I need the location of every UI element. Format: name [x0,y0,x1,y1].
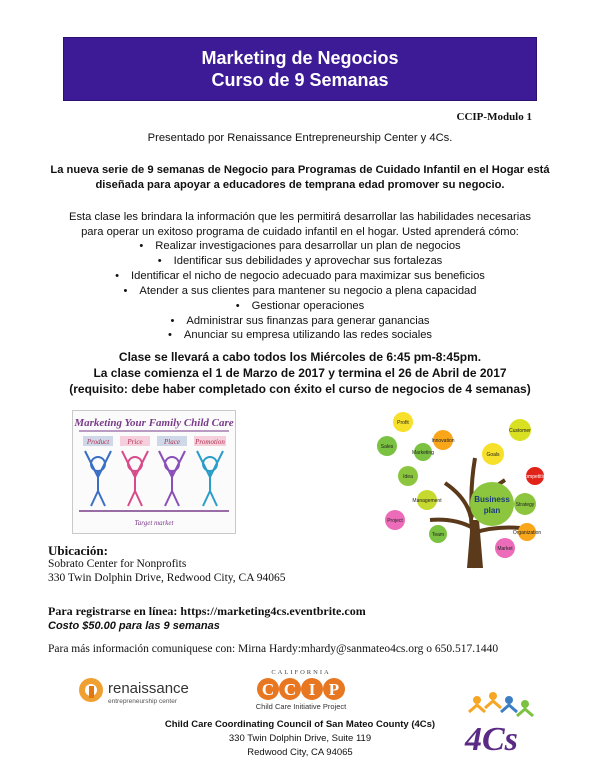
ccip-logo [238,667,364,712]
marketing-illustration [73,411,235,533]
schedule-line1: Clase se llevará a cabo todos los Miércoles de 6:45 pm-8:45pm. [118,350,482,364]
list-item: • Identificar el nicho de negocio adecuado para maximizar sus beneficios [0,269,600,284]
location-name: Sobrato Center for Nonprofits [48,558,187,570]
list-item: • Gestionar operaciones [0,299,600,314]
list-item: • Identificar sus debilidades y aprovechar sus fortalezas [0,254,600,269]
leaf-organization: Organization [512,530,542,536]
tag-place: Place [164,438,180,446]
renaissance-logo [78,672,218,712]
leaf-competition: Competition [521,474,549,480]
intro-bold-line2: diseñada para apoyar a educadores de temprana edad promover su negocio. [95,179,505,191]
list-item: • Anunciar su empresa utilizando las redes sociales [0,328,600,343]
intro-line1: Esta clase les brindara la información que les permitirá desarrollar las habilidades necesarias [68,211,532,223]
title-banner [63,37,537,101]
business-plan-label-2: plan [483,506,501,515]
ccip-logo-icon [238,667,364,712]
leaf-management: Management [412,498,442,504]
location-address: 330 Twin Dolphin Drive, Redwood City, CA 94065 [48,572,286,584]
fourcs-wordmark: 4Cs [465,721,518,758]
tag-product: Product [86,438,110,446]
schedule-line3: (requisito: debe haber completado con éxito el curso de negocios de 4 semanas) [69,382,531,396]
banner-title-line2: Curso de 9 Semanas [211,70,389,90]
presented-by: Presentado por Renaissance Entrepreneurship Center y 4Cs. [147,132,453,144]
renaissance-sub: entrepreneurship center [108,698,178,705]
ccip-letter: C [283,680,297,699]
footer-address: 330 Twin Dolphin Drive, Suite 119 [228,733,372,744]
business-plan-tree-image [375,408,549,568]
target-market-label: Target market [134,519,174,527]
footer-city: Redwood City, CA 94065 [247,747,353,758]
register-text: Para registrarse en línea: https://marketing4cs.eventbrite.com [48,604,366,618]
contact-info: Para más información comuniquese con: Mirna Hardy:mhardy@sanmateo4cs.org o 650.517.1440 [48,643,499,655]
list-item: • Atender a sus clientes para mantener su negocio a plena capacidad [0,284,600,299]
leaf-sales: Sales [380,444,394,450]
leaf-goals: Goals [486,452,500,458]
renaissance-wordmark: renaissance [108,680,189,697]
fourcs-logo [455,690,575,758]
renaissance-logo-icon [78,672,218,712]
family-child-care-image [72,410,236,534]
location-label: Ubicación: [48,543,108,558]
ccip-letter: C [261,680,275,699]
leaf-team: Team [431,532,445,538]
illustration-title: Marketing Your Family Child Care [74,417,234,429]
list-item: • Realizar investigaciones para desarrollar un plan de negocios [0,239,600,254]
leaf-customer: Customer [509,428,531,434]
list-item: • Administrar sus finanzas para generar ganancias [0,314,600,329]
ccip-letter: P [328,680,340,699]
intro-bold-line1: La nueva serie de 9 semanas de Negocio para Programas de Cuidado Infantil en el Hogar está [50,164,550,176]
footer-org: Child Care Coordinating Council of San Mateo County (4Cs) [164,719,436,730]
leaf-marketing: Marketing [412,450,434,456]
ccip-sub: Child Care Initiative Project [255,702,347,711]
ccip-top: CALIFORNIA [271,669,331,676]
skills-list [0,239,600,343]
leaf-project: Project [387,518,403,524]
module-label: CCIP-Modulo 1 [456,111,532,123]
leaf-innovation: Innovation [431,438,455,444]
tag-price: Price [127,438,143,446]
tree-illustration [375,408,549,568]
course-cost: Costo $50.00 para las 9 semanas [48,620,220,632]
ccip-letter: I [308,680,316,699]
leaf-strategy: Strategy [515,502,535,508]
leaf-idea: Idea [403,474,413,480]
business-plan-label-1: Business [474,495,510,504]
intro-line2: para operar un exitoso programa de cuidado infantil en el hogar. Usted aprenderá cómo: [81,226,519,238]
leaf-market: Market [497,546,513,552]
fourcs-logo-icon [455,690,575,758]
banner-title-line1: Marketing de Negocios [201,48,399,68]
leaf-profit: Profit [397,420,409,426]
tag-promotion: Promotion [195,438,225,446]
schedule-line2: La clase comienza el 1 de Marzo de 2017 y termina el 26 de Abril de 2017 [93,366,507,380]
